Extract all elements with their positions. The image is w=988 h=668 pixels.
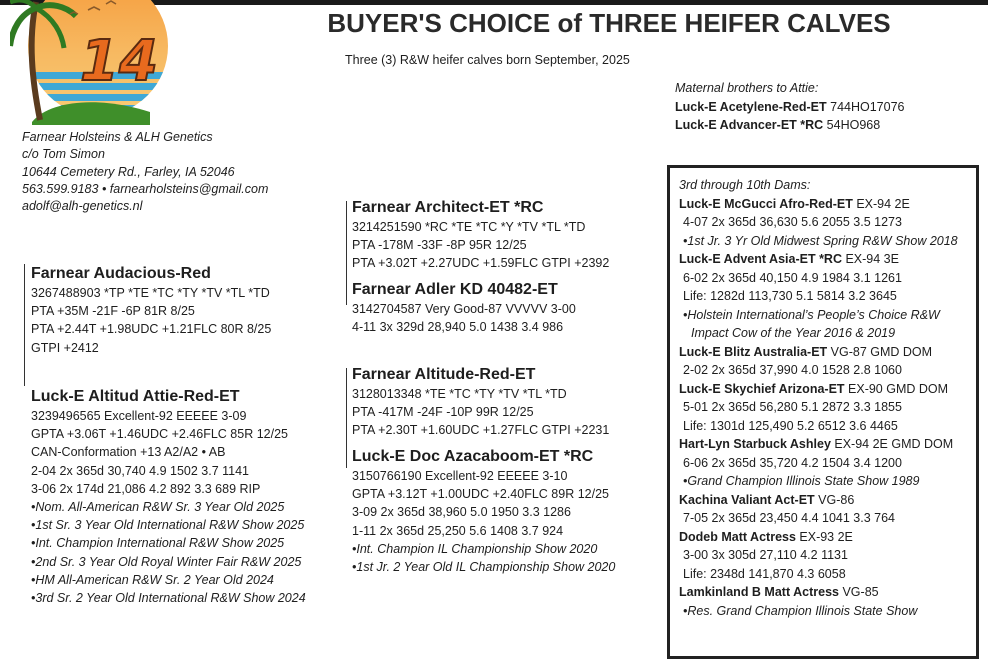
ancestor-dam-name: Luck-E McGucci Afro-Red-ET xyxy=(679,196,853,211)
contact-line: c/o Tom Simon xyxy=(22,147,105,162)
maternal-heading: Maternal brothers to Attie: xyxy=(675,81,819,95)
sire-detail-line: PTA +2.44T +1.98UDC +1.21FLC 80R 8/25 xyxy=(31,322,272,337)
dam-block-azacaboom xyxy=(352,446,615,576)
ancestor-dam-title xyxy=(679,491,976,510)
sire-detail-line: PTA -417M -24F -10P 99R 12/25 xyxy=(352,405,534,420)
lot-number: 14 xyxy=(80,29,158,94)
sale-lot-logo xyxy=(10,0,185,125)
ancestor-dam-title xyxy=(679,528,976,547)
sire-detail-line: PTA +3.02T +2.27UDC +1.59FLC GTPI +2392 xyxy=(352,256,610,271)
ancestor-dam-name: Kachina Valiant Act-ET xyxy=(679,492,815,507)
dam-detail-line: 3239496565 Excellent-92 EEEEE 3-09 xyxy=(31,409,247,423)
sire-block-altitude xyxy=(352,364,609,440)
dam-block-attie xyxy=(31,386,306,607)
brother-name: Luck-E Advancer-ET *RC xyxy=(675,118,824,132)
sire-detail-line: 3267488903 *TP *TE *TC *TY *TV *TL *TD xyxy=(31,286,270,300)
ancestor-dam-record: 5-01 2x 365d 56,280 5.1 2872 3.3 1855 xyxy=(683,400,902,414)
ancestor-dam-title xyxy=(679,435,976,454)
sire-detail-line: 3214251590 *RC *TE *TC *Y *TV *TL *TD xyxy=(352,220,586,234)
ancestor-dam-score: EX-94 3E xyxy=(842,252,899,266)
dam-name: Luck-E Altitud Attie-Red-ET xyxy=(31,388,240,405)
ancestor-dam-note: •Res. Grand Champion Illinois State Show xyxy=(683,603,918,618)
ancestor-dam-score: EX-94 2E xyxy=(852,196,910,211)
brother-name: Luck-E Acetylene-Red-ET xyxy=(675,99,827,114)
ancestor-dam-score: EX-94 2E GMD DOM xyxy=(830,437,954,451)
page-title: BUYER'S CHOICE of THREE HEIFER CALVES xyxy=(327,8,891,38)
dam-detail-line: 1-11 2x 365d 25,250 5.6 1408 3.7 924 xyxy=(352,523,564,538)
dam-honor: •2nd Sr. 3 Year Old Royal Winter Fair R&W 2025 xyxy=(31,554,302,569)
ancestor-dam-record: 4-07 2x 365d 36,630 5.6 2055 3.5 1273 xyxy=(683,215,902,229)
sire-detail-line: 3128013348 *TE *TC *TY *TV *TL *TD xyxy=(352,387,567,401)
dam-detail-line: 3-09 2x 365d 38,960 5.0 1950 3.3 1286 xyxy=(352,505,571,520)
ancestor-dam-name: Lamkinland B Matt Actress xyxy=(679,585,839,599)
sire-block-architect xyxy=(352,197,609,273)
sire-detail-line: PTA +35M -21F -6P 81R 8/25 xyxy=(31,304,195,319)
dam-honor: •3rd Sr. 2 Year Old International R&W Show 2024 xyxy=(31,591,306,606)
ancestor-dam-record: 6-02 2x 365d 40,150 4.9 1984 3.1 1261 xyxy=(683,270,902,285)
dam-honor: •Nom. All-American R&W Sr. 3 Year Old 2025 xyxy=(31,500,285,515)
ancestor-dam-title xyxy=(679,195,976,214)
dam-detail-line: GPTA +3.12T +1.00UDC +2.40FLC 89R 12/25 xyxy=(352,487,609,502)
pedigree-bracket-mid2 xyxy=(346,368,347,468)
ancestor-dams-box xyxy=(667,165,979,659)
contact-line: 563.599.9183 • farnearholsteins@gmail.com xyxy=(22,181,269,196)
dams-heading: 3rd through 10th Dams: xyxy=(679,178,811,192)
ancestor-dam-name: Hart-Lyn Starbuck Ashley xyxy=(679,437,831,451)
dam-detail-line: CAN-Conformation +13 A2/A2 • AB xyxy=(31,445,226,460)
dam-detail-line: 3150766190 Excellent-92 EEEEE 3-10 xyxy=(352,469,568,483)
ancestor-dam-record: 2-02 2x 365d 37,990 4.0 1528 2.8 1060 xyxy=(683,363,902,377)
brother-line xyxy=(675,98,905,117)
dam-detail-line: 3-06 2x 174d 21,086 4.2 892 3.3 689 RIP xyxy=(31,481,261,496)
pedigree-bracket-left xyxy=(24,264,25,386)
dam-detail-line: 3142704587 Very Good-87 VVVVV 3-00 xyxy=(352,302,576,316)
contact-line: Farnear Holsteins & ALH Genetics xyxy=(22,130,213,144)
ancestor-dam-score: EX-90 GMD DOM xyxy=(844,381,949,396)
consignor-contact xyxy=(22,129,268,215)
dam-detail-line: 4-11 3x 329d 28,940 5.0 1438 3.4 986 xyxy=(352,320,564,335)
sire-name: Farnear Architect-ET *RC xyxy=(352,199,544,216)
dam-detail-line: GPTA +3.06T +1.46UDC +2.46FLC 85R 12/25 xyxy=(31,427,288,442)
dam-honor: •Int. Champion IL Championship Show 2020 xyxy=(352,541,598,556)
dam-honor: •Int. Champion International R&W Show 2025 xyxy=(31,536,285,551)
brother-code: 744HO17076 xyxy=(826,99,905,114)
ancestor-dam-title xyxy=(679,583,976,602)
ancestor-dam-title xyxy=(679,343,976,362)
ancestor-dam-score: VG-86 xyxy=(814,492,855,507)
ancestor-dam-record: Life: 1301d 125,490 5.2 6512 3.6 4465 xyxy=(683,418,898,433)
ancestor-dam-title xyxy=(679,250,976,269)
ancestor-dam-score: VG-85 xyxy=(839,585,879,599)
sire-detail-line: PTA +2.30T +1.60UDC +1.27FLC GTPI +2231 xyxy=(352,423,610,438)
ancestor-dam-record: 6-06 2x 365d 35,720 4.2 1504 3.4 1200 xyxy=(683,455,902,470)
ancestor-dam-record: 7-05 2x 365d 23,450 4.4 1041 3.3 764 xyxy=(683,511,895,525)
dam-name: Farnear Adler KD 40482-ET xyxy=(352,281,558,298)
ancestor-dam-score: VG-87 GMD DOM xyxy=(827,344,933,359)
dam-honor: •1st Sr. 3 Year Old International R&W Show 2025 xyxy=(31,518,305,533)
ancestor-dam-name: Luck-E Advent Asia-ET *RC xyxy=(679,252,842,266)
contact-line: adolf@alh-genetics.nl xyxy=(22,199,143,214)
ancestor-dam-record: 3-00 3x 305d 27,110 4.2 1131 xyxy=(683,548,848,562)
dam-honor: •HM All-American R&W Sr. 2 Year Old 2024 xyxy=(31,572,274,587)
dam-name: Luck-E Doc Azacaboom-ET *RC xyxy=(352,448,594,465)
ancestor-dam-record: Life: 2348d 141,870 4.3 6058 xyxy=(683,566,846,581)
dam-detail-line: 2-04 2x 365d 30,740 4.9 1502 3.7 1141 xyxy=(31,463,250,478)
ancestor-dam-name: Luck-E Blitz Australia-ET xyxy=(679,344,828,359)
maternal-brothers xyxy=(675,79,905,135)
brother-line xyxy=(675,116,905,135)
sire-name: Farnear Audacious-Red xyxy=(31,265,211,282)
ancestor-dam-note: •Holstein International’s People’s Choice R&W xyxy=(683,307,940,322)
ancestor-dam-note: •Grand Champion Illinois State Show 1989 xyxy=(683,474,920,488)
sire-name: Farnear Altitude-Red-ET xyxy=(352,366,536,383)
page-subtitle: Three (3) R&W heifer calves born September, 2025 xyxy=(345,53,630,67)
brother-code: 54HO968 xyxy=(823,118,881,132)
ancestor-dam-name: Luck-E Skychief Arizona-ET xyxy=(679,381,845,396)
pedigree-bracket-mid1 xyxy=(346,201,347,305)
sire-block-audacious xyxy=(31,263,271,357)
contact-line: 10644 Cemetery Rd., Farley, IA 52046 xyxy=(22,164,235,179)
ancestor-dam-record: Life: 1282d 113,730 5.1 5814 3.2 3645 xyxy=(683,289,897,303)
ancestor-dam-title xyxy=(679,380,976,399)
sire-detail-line: PTA -178M -33F -8P 95R 12/25 xyxy=(352,238,527,253)
sire-detail-line: GTPI +2412 xyxy=(31,340,99,355)
dam-block-adler xyxy=(352,279,576,336)
ancestor-dam-note: Impact Cow of the Year 2016 & 2019 xyxy=(691,326,896,340)
dam-honor: •1st Jr. 2 Year Old IL Championship Show 2020 xyxy=(352,560,616,575)
ancestor-dam-score: EX-93 2E xyxy=(795,529,853,544)
ancestor-dam-note: •1st Jr. 3 Yr Old Midwest Spring R&W Show 2018 xyxy=(683,233,958,248)
ancestor-dam-name: Dodeb Matt Actress xyxy=(679,529,796,544)
